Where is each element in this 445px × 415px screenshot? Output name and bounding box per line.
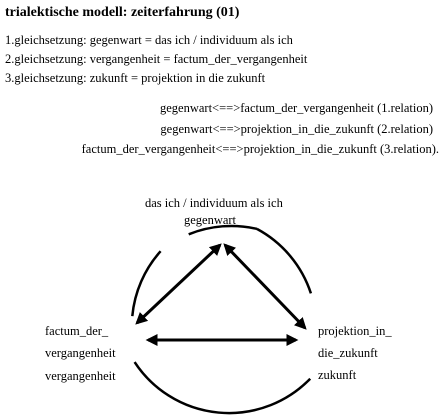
- arrow-gegenwart-factum: [137, 245, 220, 323]
- circle-arc-upper-right: [257, 229, 311, 294]
- top-label-line2: gegenwart: [183, 213, 237, 227]
- arrow-gegenwart-projektion: [225, 245, 305, 328]
- left-label-line1: factum_der_: [45, 324, 109, 338]
- right-label-line1: projektion_in_: [318, 324, 392, 338]
- left-label-line2: vergangenheit: [45, 346, 116, 360]
- circle-arc-bottom: [135, 362, 311, 413]
- equation-2: 2.gleichsetzung: vergangenheit = factum_der_vergangenheit: [5, 52, 308, 66]
- relation-2: gegenwart<==>projektion_in_die_zukunft (2.relation): [160, 122, 433, 136]
- equation-3: 3.gleichsetzung: zukunft = projektion in die zukunft: [5, 71, 266, 85]
- relation-1: gegenwart<==>factum_der_vergangenheit (1.relation): [160, 101, 433, 115]
- equation-1: 1.gleichsetzung: gegenwart = das ich / individuum als ich: [5, 33, 293, 47]
- right-label-line3: zukunft: [318, 368, 357, 382]
- left-label-line3: vergangenheit: [45, 369, 116, 383]
- page-title: trialektische modell: zeiterfahrung (01): [5, 5, 240, 20]
- right-label-line2: die_zukunft: [318, 346, 378, 360]
- top-label-line1: das ich / individuum als ich: [145, 196, 283, 210]
- relation-3: factum_der_vergangenheit<==>projektion_in_die_zukunft (3.relation).: [81, 142, 439, 156]
